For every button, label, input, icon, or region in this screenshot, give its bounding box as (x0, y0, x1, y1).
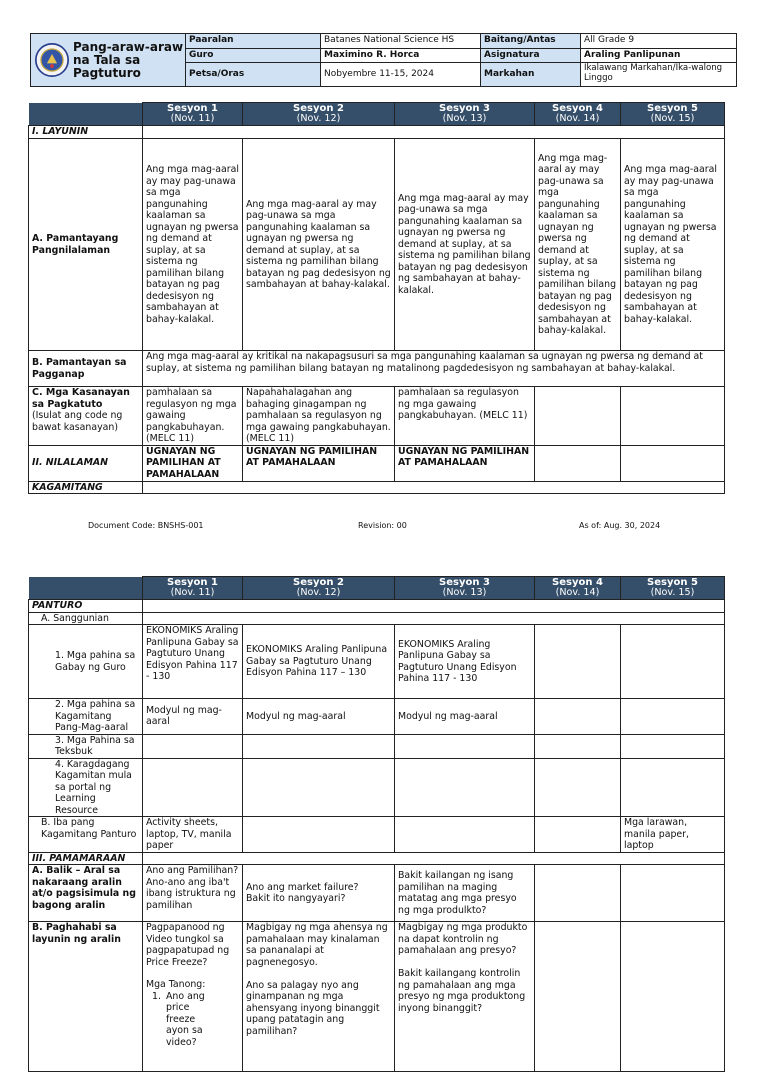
label-kagamitang-pang-mag-aaral: 2. Mga pahina sa Kagamitang Pang-Mag-aaral (29, 699, 143, 735)
label-balik-aral: A. Balik – Aral sa nakaraang aralin at/o pagsisimula ng bagong aralin (29, 865, 143, 922)
karagdagan-s3 (395, 758, 535, 817)
label-gabay-ng-guro: 1. Mga pahina sa Gabay ng Guro (29, 625, 143, 699)
pagganap-text: Ang mga mag-aaral ay kritikal na nakapagsusuri sa mga pangunahing kaalaman sa ugnayan ng pwersa ng demand at suplay, at sistema ng pamilihan bilang batayan ng matalinong pagdedesisyon ng sambahayan at bahay-kalakal. (143, 351, 725, 387)
iba-s1: Activity sheets, laptop, TV, manila paper (143, 817, 243, 853)
teksbuk-s5 (621, 734, 725, 758)
corner-blank-2 (29, 577, 143, 600)
nilalaman-s5 (621, 445, 725, 481)
session-header-2b: Sesyon 2 (Nov. 12) (243, 577, 395, 600)
iba-s5: Mga larawan, manila paper, laptop (621, 817, 725, 853)
header-table (30, 33, 737, 87)
label-petsa: Petsa/Oras (186, 63, 321, 87)
gabay-s2: EKONOMIKS Araling Panlipuna Gabay sa Pagtuturo Unang Edisyon Pahina 117 – 130 (243, 625, 395, 699)
session-header-1: Sesyon 1 (Nov. 11) (143, 103, 243, 126)
nilalaman-s4 (535, 445, 621, 481)
pamantayang-s4: Ang mga mag-aaral ay may pag-unawa sa mga pangunahing kaalaman sa ugnayan ng pwersa ng demand at suplay, at sa sistema ng pamilihan bilang batayan ng pag dedesisyon ng sambahayan at bahay-kalakal. (535, 139, 621, 351)
label-sanggunian: A. Sanggunian (29, 612, 143, 625)
section-kagamitang: KAGAMITANG (29, 481, 143, 494)
kagamitang-s2: Modyul ng mag-aaral (243, 699, 395, 735)
label-karagdagang-kagamitan: 4. Karagdagang Kagamitan mula sa portal ng Learning Resource (29, 758, 143, 817)
session-header-2: Sesyon 2 (Nov. 12) (243, 103, 395, 126)
nilalaman-s1: UGNAYAN NG PAMILIHAN AT PAMAHALAAN (143, 445, 243, 481)
corner-blank (29, 103, 143, 126)
label-teksbuk: 3. Mga Pahina sa Teksbuk (29, 734, 143, 758)
kasanayan-s1: pamhalaan sa regulasyon ng mga gawaing pangkabuhayan. (MELC 11) (143, 387, 243, 446)
label-iba-pang-kagamitan: B. Iba pang Kagamitang Panturo (29, 817, 143, 853)
pamamaraan-blank (143, 852, 725, 865)
label-paaralan: Paaralan (186, 34, 321, 49)
value-paaralan: Batanes National Science HS (321, 34, 481, 49)
karagdagan-s1 (143, 758, 243, 817)
nilalaman-s3: UGNAYAN NG PAMILIHAN AT PAMAHALAAN (395, 445, 535, 481)
value-markahan: Ikalawang Markahan/Ika-walong Linggo (581, 63, 737, 87)
karagdagan-s4 (535, 758, 621, 817)
session-header-3b: Sesyon 3 (Nov. 13) (395, 577, 535, 600)
sanggunian-blank (143, 612, 725, 625)
pamantayang-s2: Ang mga mag-aaral ay may pag-unawa sa mga pangunahing kaalaman sa ugnayan ng pwersa ng demand at suplay, at sa sistema ng pamilihan bilang batayan ng pag dedesisyon ng sambahayan at bahay-kalakal. (243, 139, 395, 351)
paghahabi-s1: Pagpapanood ng Video tungkol sa pagpapatupad ng Price Freeze? Mga Tanong: 1. Ano ang price freeze ayon sa video? (143, 922, 243, 1072)
section-nilalaman: II. NILALAMAN (29, 445, 143, 481)
label-asignatura: Asignatura (481, 48, 581, 63)
label-baitang: Baitang/Antas (481, 34, 581, 49)
pamantayang-s1: Ang mga mag-aaral ay may pag-unawa sa mga pangunahing kaalaman sa ugnayan ng pwersa ng demand at suplay, at sa sistema ng pamilihan bilang batayan ng pag dedesisyon ng sambahayan at bahay-kalakal. (143, 139, 243, 351)
label-markahan: Markahan (481, 63, 581, 87)
footer-as-of: As of: Aug. 30, 2024 (579, 521, 661, 530)
kagamitang-s1: Modyul ng mag-aaral (143, 699, 243, 735)
gabay-s1: EKONOMIKS Araling Panlipuna Gabay sa Pagtuturo Unang Edisyon Pahina 117 - 130 (143, 625, 243, 699)
footer-document-code: Document Code: BNSHS-001 (88, 521, 204, 530)
lesson-plan-table-2 (28, 576, 725, 1072)
pamantayang-s5: Ang mga mag-aaral ay may pag-unawa sa mga pangunahing kaalaman sa ugnayan ng pwersa ng demand at suplay, at sa sistema ng pamilihan bilang batayan ng pag dedesisyon ng sambahayan at bahay-kalakal. (621, 139, 725, 351)
paghahabi-s5 (621, 922, 725, 1072)
balik-s2: Ano ang market failure? Bakit ito nangyayari? (243, 865, 395, 922)
value-guro: Maximino R. Horca (321, 48, 481, 63)
karagdagan-s2 (243, 758, 395, 817)
teksbuk-s2 (243, 734, 395, 758)
value-baitang: All Grade 9 (581, 34, 737, 49)
value-petsa: Nobyembre 11-15, 2024 (321, 63, 481, 87)
teksbuk-s4 (535, 734, 621, 758)
balik-s1: Ano ang Pamilihan? Ano-ano ang iba't ibang istruktura ng pamilihan (143, 865, 243, 922)
paghahabi-s4 (535, 922, 621, 1072)
iba-s3 (395, 817, 535, 853)
header-logo-cell (31, 34, 186, 87)
kasanayan-s3: pamhalaan sa regulasyon ng mga gawaing pangkabuhayan. (MELC 11) (395, 387, 535, 446)
session-header-5: Sesyon 5 (Nov. 15) (621, 103, 725, 126)
session-header-4b: Sesyon 4 (Nov. 14) (535, 577, 621, 600)
nilalaman-s2: UGNAYAN NG PAMILIHAN AT PAMAHALAAN (243, 445, 395, 481)
paghahabi-s2: Magbigay ng mga ahensya ng pamahalaan may kinalaman sa pananalapi at pagnenegosyo. Ano sa palagay nyo ang ginampanan ng mga ahensyang inyong binanggit upang patatagin ang pamilihan? (243, 922, 395, 1072)
label-pamantayan-sa-pagganap: B. Pamantayan sa Pagganap (29, 351, 143, 387)
label-pamantayang-pangnilalaman: A. Pamantayang Pangnilalaman (29, 139, 143, 351)
panturo-blank (143, 600, 725, 613)
iba-s2 (243, 817, 395, 853)
karagdagan-s5 (621, 758, 725, 817)
kagamitang-s3: Modyul ng mag-aaral (395, 699, 535, 735)
balik-s3: Bakit kailangan ng isang pamilihan na maging matatag ang mga presyo ng mga produlkto? (395, 865, 535, 922)
session-header-3: Sesyon 3 (Nov. 13) (395, 103, 535, 126)
section-panturo: PANTURO (29, 600, 143, 613)
iba-s4 (535, 817, 621, 853)
balik-s4 (535, 865, 621, 922)
kasanayan-s5 (621, 387, 725, 446)
kagamitang-blank (143, 481, 725, 494)
balik-s5 (621, 865, 725, 922)
gabay-s4 (535, 625, 621, 699)
pamantayang-s3: Ang mga mag-aaral ay may pag-unawa sa mga pangunahing kaalaman sa ugnayan ng pwersa ng demand at suplay, at sa sistema ng pamilihan bilang batayan ng pag dedesisyon ng sambahayan at bahay-kalakal. (395, 139, 535, 351)
kagamitang-s5 (621, 699, 725, 735)
deped-seal-icon (35, 43, 69, 77)
label-guro: Guro (186, 48, 321, 63)
session-header-4: Sesyon 4 (Nov. 14) (535, 103, 621, 126)
session-header-5b: Sesyon 5 (Nov. 15) (621, 577, 725, 600)
section-layunin: I. LAYUNIN (29, 126, 143, 139)
section-pamamaraan: III. PAMAMARAAN (29, 852, 143, 865)
value-asignatura: Araling Panlipunan (581, 48, 737, 63)
teksbuk-s3 (395, 734, 535, 758)
kasanayan-s2: Napahahalagahan ang bahaging ginagampan ng pamhalaan sa regulasyon ng mga gawaing pangkabuhayan. (MELC 11) (243, 387, 395, 446)
lesson-plan-table-1 (28, 102, 725, 494)
document-title: Pang-araw-araw na Tala sa Pagtuturo (73, 39, 184, 80)
label-kasanayan: C. Mga Kasanayan sa Pagkatuto (Isulat ang code ng bawat kasanayan) (29, 387, 143, 446)
session-header-1b: Sesyon 1 (Nov. 11) (143, 577, 243, 600)
gabay-s3: EKONOMIKS Araling Panlipuna Gabay sa Pagtuturo Unang Edisyon Pahina 117 - 130 (395, 625, 535, 699)
kasanayan-s4 (535, 387, 621, 446)
teksbuk-s1 (143, 734, 243, 758)
kagamitang-s4 (535, 699, 621, 735)
paghahabi-s3: Magbigay ng mga produkto na dapat kontrolin ng pamahalaan ang presyo? Bakit kailangang kontrolin ng pamahalaan ang mga presyo ng mga produktong inyong binanggit? (395, 922, 535, 1072)
layunin-blank (143, 126, 725, 139)
gabay-s5 (621, 625, 725, 699)
label-paghahabi: B. Paghahabi sa layunin ng aralin (29, 922, 143, 1072)
footer-revision: Revision: 00 (358, 521, 407, 530)
